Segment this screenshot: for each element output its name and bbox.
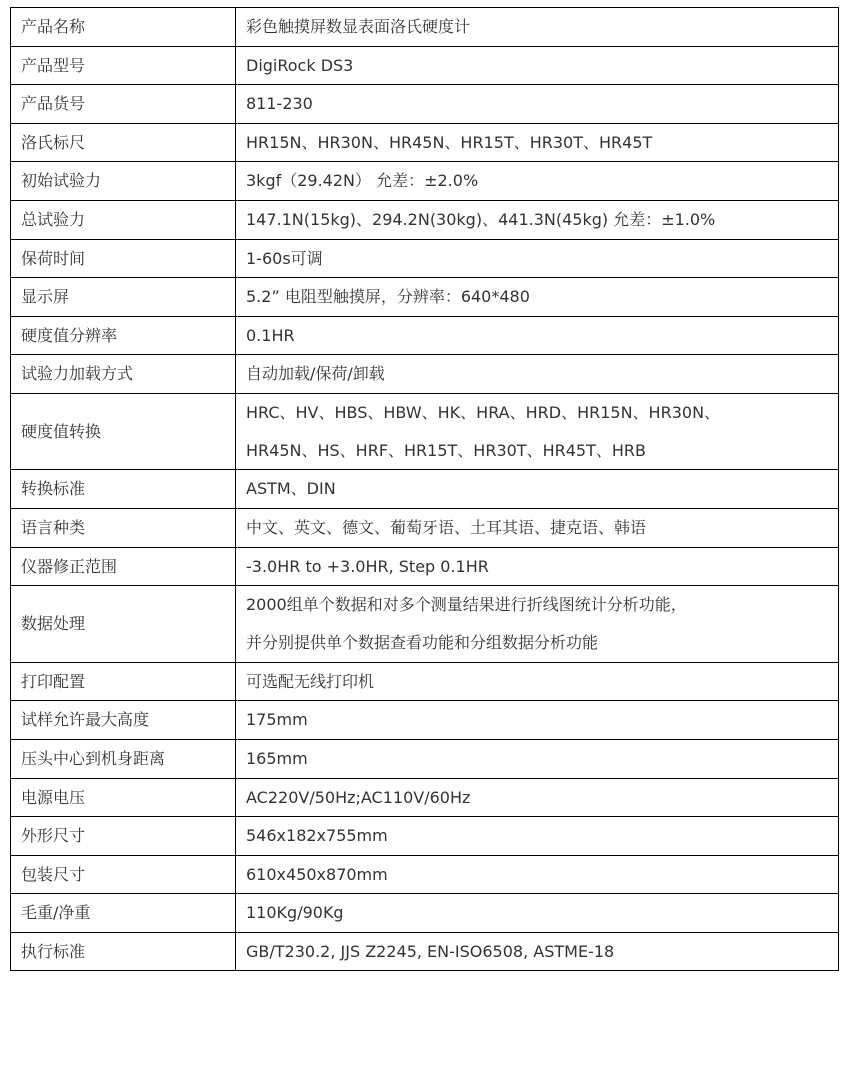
spec-label: 总试验力 (11, 200, 236, 239)
spec-value (236, 316, 839, 355)
spec-row (11, 123, 839, 162)
spec-value-line: 3kgf（29.42N） 允差：±2.0% (246, 171, 479, 191)
spec-row (11, 278, 839, 317)
spec-label: 外形尺寸 (11, 817, 236, 856)
spec-row (11, 547, 839, 586)
spec-value (236, 817, 839, 856)
spec-row (11, 8, 839, 47)
spec-value (236, 200, 839, 239)
spec-row (11, 894, 839, 933)
spec-value (236, 393, 839, 470)
spec-label: 仪器修正范围 (11, 547, 236, 586)
spec-value-line: 811-230 (246, 94, 313, 114)
spec-label: 保荷时间 (11, 239, 236, 278)
spec-row (11, 355, 839, 394)
spec-value-line: AC220V/50Hz;AC110V/60Hz (246, 787, 471, 807)
spec-label: 洛氏标尺 (11, 123, 236, 162)
spec-value-line: 0.1HR (246, 325, 295, 345)
spec-label: 转换标准 (11, 470, 236, 509)
spec-value (236, 701, 839, 740)
spec-value (236, 586, 839, 663)
spec-value-line: HR15N、HR30N、HR45N、HR15T、HR30T、HR45T (246, 132, 653, 152)
spec-label: 硬度值转换 (11, 393, 236, 470)
spec-row (11, 662, 839, 701)
spec-row (11, 200, 839, 239)
spec-label: 初始试验力 (11, 162, 236, 201)
spec-value-line: 610x450x870mm (246, 864, 388, 884)
spec-label: 产品货号 (11, 85, 236, 124)
spec-value-line: 175mm (246, 710, 308, 730)
spec-label: 数据处理 (11, 586, 236, 663)
spec-value (236, 470, 839, 509)
spec-value (236, 894, 839, 933)
spec-value-line: HR45N、HS、HRF、HR15T、HR30T、HR45T、HRB (246, 440, 646, 460)
spec-label: 试样允许最大高度 (11, 701, 236, 740)
spec-value-line: 可选配无线打印机 (246, 671, 375, 691)
spec-row (11, 470, 839, 509)
spec-row (11, 316, 839, 355)
spec-label: 硬度值分辨率 (11, 316, 236, 355)
spec-value-line: 并分别提供单个数据查看功能和分组数据分析功能 (246, 632, 599, 652)
spec-value-line: 5.2” 电阻型触摸屏，分辨率：640*480 (246, 287, 530, 307)
spec-value-line: 中文、英文、德文、葡萄牙语、土耳其语、捷克语、韩语 (246, 518, 647, 538)
spec-row (11, 239, 839, 278)
spec-table (10, 7, 839, 971)
spec-label: 产品名称 (11, 8, 236, 47)
spec-label: 显示屏 (11, 278, 236, 317)
spec-value-line: 彩色触摸屏数显表面洛氏硬度计 (246, 17, 471, 36)
spec-value-line: 546x182x755mm (246, 826, 388, 846)
spec-value (236, 46, 839, 85)
spec-value (236, 855, 839, 894)
spec-value (236, 123, 839, 162)
spec-row (11, 817, 839, 856)
spec-value (236, 278, 839, 317)
spec-value (236, 509, 839, 548)
spec-label: 包装尺寸 (11, 855, 236, 894)
spec-label: 产品型号 (11, 46, 236, 85)
spec-value (236, 547, 839, 586)
spec-row (11, 85, 839, 124)
spec-value-line: 110Kg/90Kg (246, 903, 344, 923)
spec-value (236, 355, 839, 394)
spec-value (236, 739, 839, 778)
spec-row (11, 778, 839, 817)
spec-row (11, 739, 839, 778)
spec-label: 试验力加载方式 (11, 355, 236, 394)
spec-label: 打印配置 (11, 662, 236, 701)
spec-value-line: 1-60s可调 (246, 248, 323, 268)
spec-value-line: 165mm (246, 748, 308, 768)
spec-value (236, 162, 839, 201)
spec-value-line: 147.1N(15kg)、294.2N(30kg)、441.3N(45kg) 允差：±1.0% (246, 209, 716, 229)
spec-row (11, 509, 839, 548)
spec-row (11, 46, 839, 85)
spec-row (11, 855, 839, 894)
spec-row (11, 393, 839, 470)
spec-table-body (11, 8, 839, 971)
spec-row (11, 586, 839, 663)
spec-value-line: HRC、HV、HBS、HBW、HK、HRA、HRD、HR15N、HR30N、 (246, 403, 721, 423)
spec-value-line: ASTM、DIN (246, 479, 336, 499)
spec-value (236, 932, 839, 971)
spec-label: 语言种类 (11, 509, 236, 548)
spec-value-line: 2000组单个数据和对多个测量结果进行折线图统计分析功能， (246, 595, 687, 615)
spec-value-line: DigiRock DS3 (246, 55, 354, 75)
spec-value (236, 662, 839, 701)
spec-value-line: 自动加载/保荷/卸载 (246, 364, 385, 384)
spec-label: 毛重/净重 (11, 894, 236, 933)
spec-value-line: GB/T230.2, JJS Z2245, EN-ISO6508, ASTME-18 (246, 941, 615, 961)
spec-value (236, 8, 839, 47)
spec-value-line: -3.0HR to +3.0HR, Step 0.1HR (246, 556, 489, 576)
spec-label: 压头中心到机身距离 (11, 739, 236, 778)
spec-row (11, 932, 839, 971)
spec-row (11, 701, 839, 740)
spec-row (11, 162, 839, 201)
spec-value (236, 239, 839, 278)
spec-value (236, 778, 839, 817)
spec-value (236, 85, 839, 124)
spec-label: 电源电压 (11, 778, 236, 817)
spec-label: 执行标准 (11, 932, 236, 971)
